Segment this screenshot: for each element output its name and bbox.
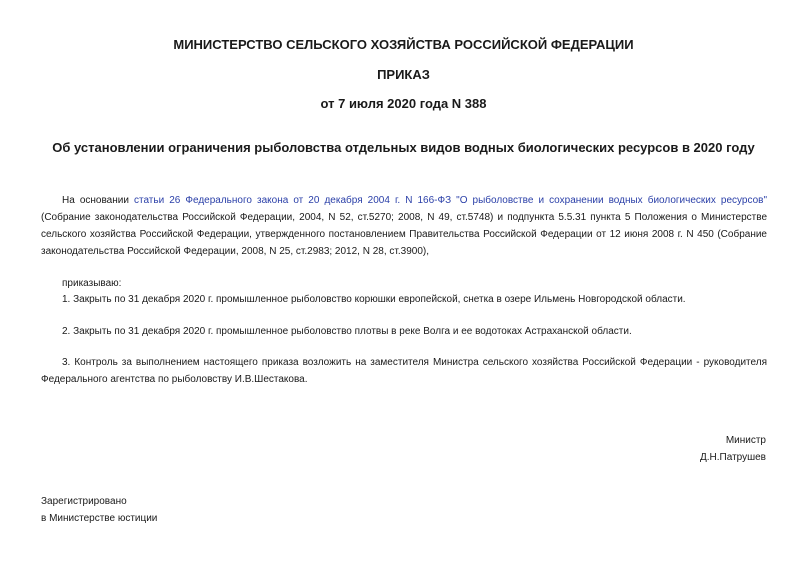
document-type-heading: ПРИКАЗ <box>377 67 430 82</box>
signer-position: Министр <box>725 435 766 446</box>
signer-name: Д.Н.Патрушев <box>699 452 766 463</box>
ministry-heading: МИНИСТЕРСТВО СЕЛЬСКОГО ХОЗЯЙСТВА РОССИЙСКОЙ ФЕДЕРАЦИИ <box>173 37 634 52</box>
order-item-2: 2. Закрыть по 31 декабря 2020 г. промышленное рыболовство плотвы в реке Волга и ее водотоках Астраханской области. <box>62 326 632 337</box>
signature-block <box>700 432 766 466</box>
order-item-1: 1. Закрыть по 31 декабря 2020 г. промышленное рыболовство корюшки европейской, снетка в озере Ильмень Новгородской области. <box>62 294 686 305</box>
registration-block <box>41 493 157 527</box>
registration-line-2: в Министерстве юстиции <box>41 513 158 524</box>
order-item-3: 3. Контроль за выполнением настоящего приказа возложить на заместителя Министра сельского хозяйства Российской Федерации - руководителя Федерального агентства по рыболовству И.В.Шестакова. <box>41 357 767 385</box>
law-article-link[interactable]: статьи 26 Федерального закона от 20 декабря 2004 г. N 166-ФЗ "О рыболовстве и сохранении водных биологических ресурсов" <box>133 195 767 206</box>
basis-intro: На основании <box>62 195 134 206</box>
document-title: Об установлении ограничения рыболовства отдельных видов водных биологических ресурсов в 2020 году <box>52 140 755 155</box>
basis-rest: (Собрание законодательства Российской Федерации, 2004, N 52, ст.5270; 2008, N 49, ст.5748) и подпункта 5.5.31 пункта 5 Положения о Министерстве сельского хозяйства Российской Федерации, утвержденного постановлением Правительства Российской Федерации от 12 июня 2008 г. N 450 (Собрание законодательства Российской Федерации, 2008, N 25, ст.2983; 2012, N 28, ст.3900), <box>41 212 767 257</box>
date-number-heading: от 7 июля 2020 года N 388 <box>320 96 487 111</box>
registration-line-1: Зарегистрировано <box>41 496 127 507</box>
orders-label: приказываю: <box>62 278 122 289</box>
basis-paragraph <box>41 192 767 260</box>
